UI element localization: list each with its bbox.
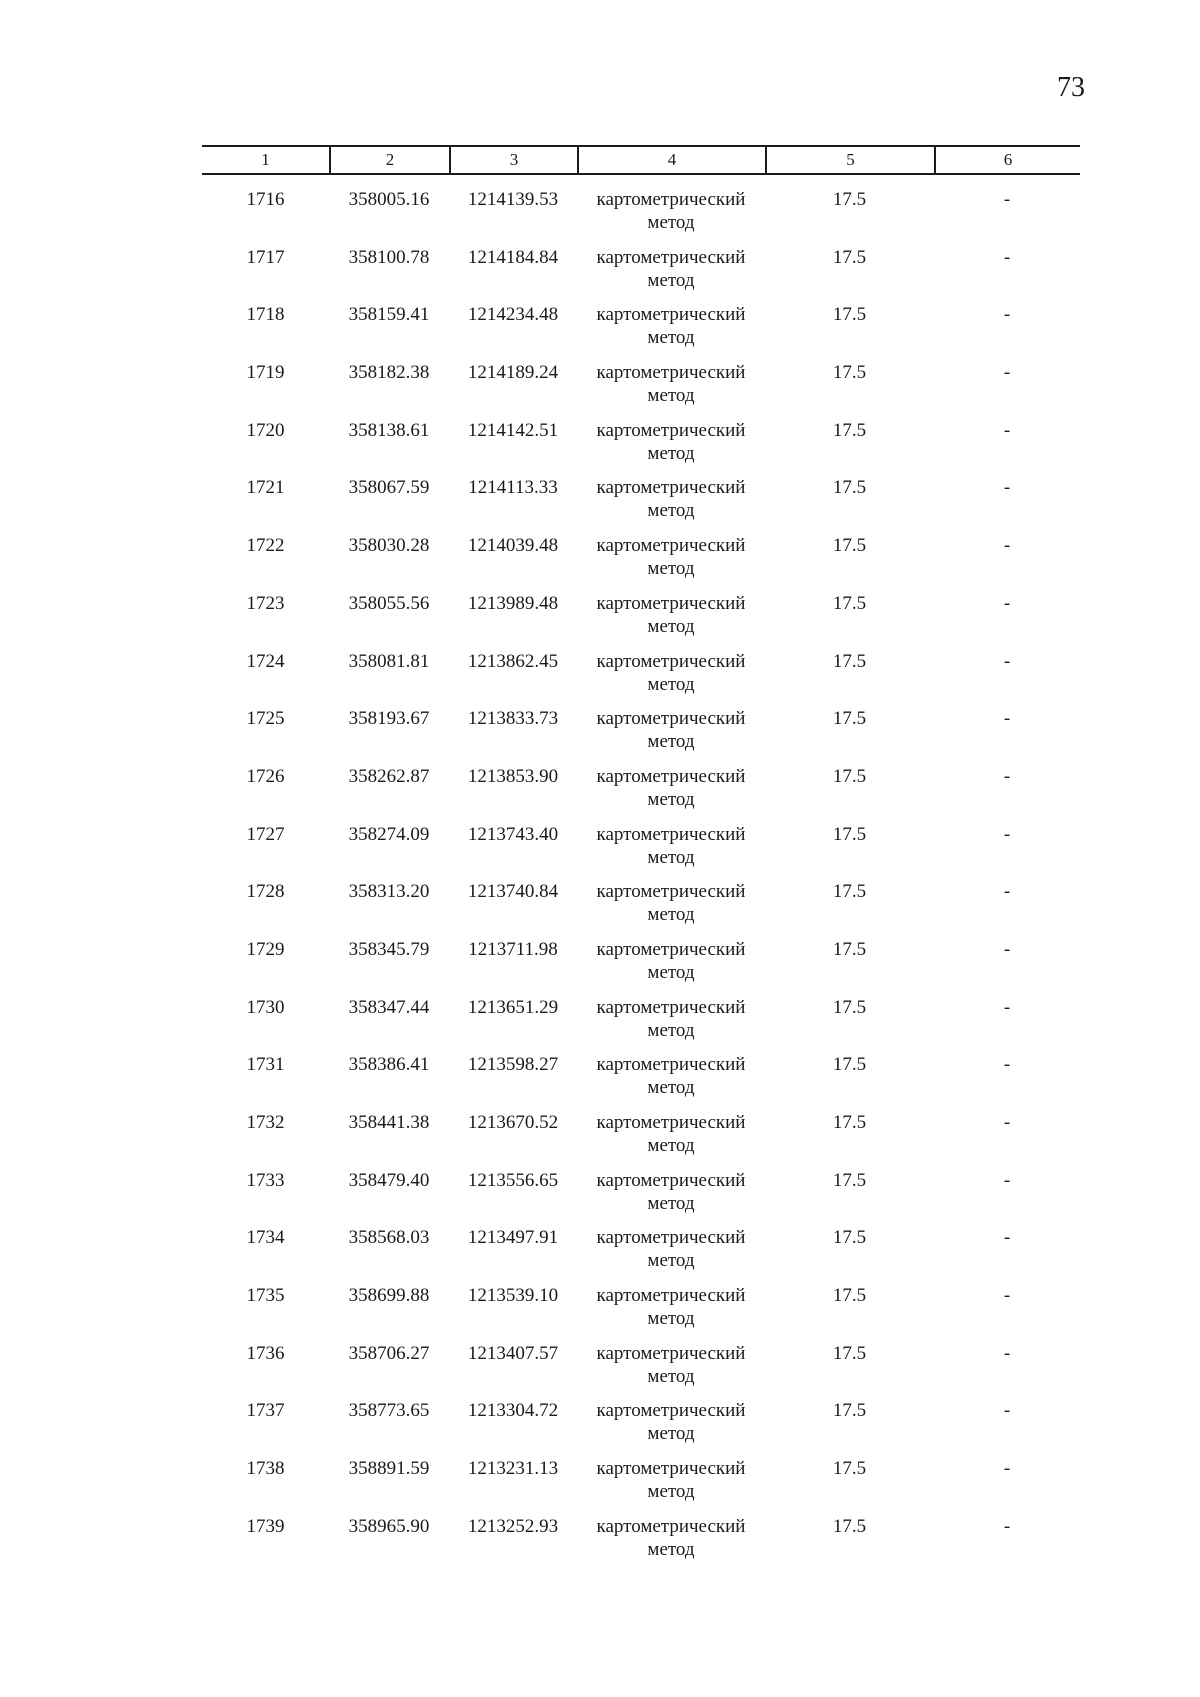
y-coordinate-cell: 1213598.27: [467, 1054, 559, 1076]
y-coordinate-cell: 1214184.84: [467, 246, 559, 268]
method-line-2: метод: [647, 1019, 695, 1041]
method-line-2: метод: [647, 615, 695, 637]
method-line-2: метод: [647, 1077, 695, 1099]
method-line-2: метод: [647, 1135, 695, 1156]
x-coordinate-cell: 358699.88: [348, 1285, 430, 1307]
table-row: [202, 765, 1080, 823]
point-number-cell: 1722: [246, 535, 285, 557]
precision-cell: 17.5: [832, 1342, 867, 1364]
table-row: [202, 707, 1080, 765]
notes-cell: -: [1003, 1342, 1011, 1364]
point-number-cell: 1725: [246, 708, 285, 730]
y-coordinate-cell: 1213304.72: [467, 1400, 559, 1422]
notes-cell: -: [1003, 650, 1011, 672]
method-cell: [577, 1284, 765, 1342]
method-line-1: картометрический: [596, 246, 746, 268]
notes-cell: -: [1003, 1285, 1011, 1307]
method-cell: [577, 361, 765, 419]
precision-cell: 17.5: [832, 1227, 867, 1249]
precision-cell: 17.5: [832, 535, 867, 557]
notes-cell: -: [1003, 1054, 1011, 1076]
y-coordinate-cell: 1214142.51: [467, 419, 559, 441]
point-number-cell: 1720: [246, 419, 285, 441]
y-coordinate-cell: 1214234.48: [467, 304, 559, 326]
table-row: [202, 1226, 1080, 1284]
point-number-cell: 1728: [246, 881, 285, 903]
method-cell: [577, 592, 765, 650]
method-line-2: метод: [647, 1538, 695, 1560]
method-line-2: метод: [647, 500, 695, 522]
y-coordinate-cell: 1213853.90: [467, 765, 559, 787]
y-coordinate-cell: 1213556.65: [467, 1169, 559, 1191]
table-row: [202, 246, 1080, 304]
notes-cell: -: [1003, 189, 1011, 210]
notes-cell: -: [1003, 535, 1011, 557]
x-coordinate-cell: 358386.41: [348, 1054, 430, 1076]
method-line-2: метод: [647, 1481, 695, 1503]
notes-cell: -: [1003, 1400, 1011, 1422]
y-coordinate-cell: 1213252.93: [467, 1515, 559, 1537]
y-coordinate-cell: 1213497.91: [467, 1227, 559, 1249]
method-line-2: метод: [647, 673, 695, 695]
method-cell: [577, 1111, 765, 1169]
x-coordinate-cell: 358193.67: [348, 708, 430, 730]
precision-cell: 17.5: [832, 1112, 867, 1133]
table-row: [202, 303, 1080, 361]
method-line-2: метод: [647, 1308, 695, 1330]
table-body: [202, 188, 1080, 1573]
method-line-2: метод: [647, 961, 695, 983]
method-line-1: картометрический: [596, 1112, 746, 1133]
precision-cell: 17.5: [832, 362, 867, 384]
method-cell: [577, 534, 765, 592]
method-line-1: картометрический: [596, 1400, 746, 1422]
point-number-cell: 1736: [246, 1342, 285, 1364]
y-coordinate-cell: 1213407.57: [467, 1342, 559, 1364]
y-coordinate-cell: 1213670.52: [467, 1112, 559, 1133]
point-number-cell: 1730: [246, 996, 285, 1018]
notes-cell: -: [1003, 708, 1011, 730]
method-line-1: картометрический: [596, 650, 746, 672]
point-number-cell: 1731: [246, 1054, 285, 1076]
notes-cell: -: [1003, 1112, 1011, 1133]
precision-cell: 17.5: [832, 1400, 867, 1422]
precision-cell: 17.5: [832, 592, 867, 614]
point-number-cell: 1735: [246, 1285, 285, 1307]
point-number-cell: 1738: [246, 1458, 285, 1480]
notes-cell: -: [1003, 419, 1011, 441]
column-header-2: 2: [329, 147, 449, 173]
method-line-1: картометрический: [596, 477, 746, 499]
y-coordinate-cell: 1214039.48: [467, 535, 559, 557]
table-row: [202, 592, 1080, 650]
point-number-cell: 1724: [246, 650, 285, 672]
method-line-2: метод: [647, 558, 695, 580]
method-line-2: метод: [647, 1192, 695, 1214]
precision-cell: 17.5: [832, 765, 867, 787]
precision-cell: 17.5: [832, 189, 867, 210]
x-coordinate-cell: 358081.81: [348, 650, 430, 672]
table-row: [202, 1284, 1080, 1342]
method-line-1: картометрический: [596, 1054, 746, 1076]
x-coordinate-cell: 358067.59: [348, 477, 430, 499]
x-coordinate-cell: 358159.41: [348, 304, 430, 326]
notes-cell: -: [1003, 881, 1011, 903]
method-line-1: картометрический: [596, 1285, 746, 1307]
method-line-1: картометрический: [596, 304, 746, 326]
y-coordinate-cell: 1213740.84: [467, 881, 559, 903]
x-coordinate-cell: 358773.65: [348, 1400, 430, 1422]
method-line-2: метод: [647, 442, 695, 464]
method-cell: [577, 765, 765, 823]
method-cell: [577, 1169, 765, 1227]
method-line-2: метод: [647, 1423, 695, 1445]
notes-cell: -: [1003, 1169, 1011, 1191]
method-cell: [577, 1053, 765, 1111]
method-cell: [577, 996, 765, 1054]
y-coordinate-cell: 1213539.10: [467, 1285, 559, 1307]
method-line-2: метод: [647, 904, 695, 926]
y-coordinate-cell: 1213862.45: [467, 650, 559, 672]
precision-cell: 17.5: [832, 477, 867, 499]
x-coordinate-cell: 358345.79: [348, 938, 430, 960]
method-line-2: метод: [647, 327, 695, 349]
x-coordinate-cell: 358441.38: [348, 1112, 430, 1133]
table-row: [202, 1342, 1080, 1400]
y-coordinate-cell: 1213651.29: [467, 996, 559, 1018]
point-number-cell: 1727: [246, 823, 285, 845]
method-line-1: картометрический: [596, 592, 746, 614]
notes-cell: -: [1003, 304, 1011, 326]
point-number-cell: 1723: [246, 592, 285, 614]
precision-cell: 17.5: [832, 996, 867, 1018]
method-line-1: картометрический: [596, 189, 746, 210]
method-cell: [577, 823, 765, 881]
precision-cell: 17.5: [832, 419, 867, 441]
notes-cell: -: [1003, 823, 1011, 845]
x-coordinate-cell: 358005.16: [348, 189, 430, 210]
column-header-3: 3: [449, 147, 577, 173]
method-line-2: метод: [647, 1365, 695, 1387]
method-line-1: картометрический: [596, 708, 746, 730]
y-coordinate-cell: 1214189.24: [467, 362, 559, 384]
x-coordinate-cell: 358100.78: [348, 246, 430, 268]
method-line-1: картометрический: [596, 419, 746, 441]
method-line-2: метод: [647, 731, 695, 753]
column-header-1: 1: [261, 150, 270, 169]
point-number-cell: 1721: [246, 477, 285, 499]
method-cell: [577, 1399, 765, 1457]
method-cell: [577, 1457, 765, 1515]
point-number-cell: 1733: [246, 1169, 285, 1191]
table-row: [202, 880, 1080, 938]
notes-cell: -: [1003, 765, 1011, 787]
table-row: [202, 1169, 1080, 1227]
method-line-1: картометрический: [596, 1458, 746, 1480]
table-row: [202, 1111, 1080, 1169]
point-number-cell: 1734: [246, 1227, 285, 1249]
x-coordinate-cell: 358479.40: [348, 1169, 430, 1191]
precision-cell: 17.5: [832, 1285, 867, 1307]
point-number-cell: 1726: [246, 765, 285, 787]
x-coordinate-cell: 358274.09: [348, 823, 430, 845]
notes-cell: -: [1003, 1458, 1011, 1480]
method-line-2: метод: [647, 212, 695, 233]
table-row: [202, 1399, 1080, 1457]
table-row: [202, 1515, 1080, 1573]
notes-cell: -: [1003, 938, 1011, 960]
x-coordinate-cell: 358706.27: [348, 1342, 430, 1364]
x-coordinate-cell: 358138.61: [348, 419, 430, 441]
x-coordinate-cell: 358030.28: [348, 535, 430, 557]
method-line-1: картометрический: [596, 362, 746, 384]
method-line-1: картометрический: [596, 1169, 746, 1191]
table-row: [202, 188, 1080, 246]
method-cell: [577, 650, 765, 708]
precision-cell: 17.5: [832, 650, 867, 672]
method-cell: [577, 303, 765, 361]
notes-cell: -: [1003, 996, 1011, 1018]
y-coordinate-cell: 1213833.73: [467, 708, 559, 730]
table-row: [202, 361, 1080, 419]
table-row: [202, 1053, 1080, 1111]
x-coordinate-cell: 358568.03: [348, 1227, 430, 1249]
precision-cell: 17.5: [832, 823, 867, 845]
method-cell: [577, 707, 765, 765]
method-cell: [577, 1226, 765, 1284]
method-line-1: картометрический: [596, 535, 746, 557]
method-line-1: картометрический: [596, 765, 746, 787]
method-line-2: метод: [647, 269, 695, 291]
table-row: [202, 534, 1080, 592]
point-number-cell: 1719: [246, 362, 285, 384]
precision-cell: 17.5: [832, 881, 867, 903]
point-number-cell: 1739: [246, 1515, 285, 1537]
x-coordinate-cell: 358313.20: [348, 881, 430, 903]
method-line-2: метод: [647, 846, 695, 868]
precision-cell: 17.5: [832, 708, 867, 730]
method-line-2: метод: [647, 385, 695, 407]
x-coordinate-cell: 358347.44: [348, 996, 430, 1018]
x-coordinate-cell: 358965.90: [348, 1515, 430, 1537]
table-row: [202, 419, 1080, 477]
precision-cell: 17.5: [832, 304, 867, 326]
method-line-1: картометрический: [596, 996, 746, 1018]
precision-cell: 17.5: [832, 1054, 867, 1076]
method-line-2: метод: [647, 1250, 695, 1272]
method-line-1: картометрический: [596, 1515, 746, 1537]
point-number-cell: 1717: [246, 246, 285, 268]
method-line-1: картометрический: [596, 823, 746, 845]
method-cell: [577, 1515, 765, 1573]
method-cell: [577, 476, 765, 534]
notes-cell: -: [1003, 246, 1011, 268]
method-line-1: картометрический: [596, 938, 746, 960]
precision-cell: 17.5: [832, 1169, 867, 1191]
table-row: [202, 823, 1080, 881]
method-line-1: картометрический: [596, 1227, 746, 1249]
notes-cell: -: [1003, 362, 1011, 384]
y-coordinate-cell: 1214113.33: [468, 477, 558, 499]
y-coordinate-cell: 1213989.48: [467, 592, 559, 614]
point-number-cell: 1732: [246, 1112, 285, 1133]
method-cell: [577, 880, 765, 938]
x-coordinate-cell: 358891.59: [348, 1458, 430, 1480]
precision-cell: 17.5: [832, 938, 867, 960]
y-coordinate-cell: 1213231.13: [467, 1458, 559, 1480]
x-coordinate-cell: 358055.56: [348, 592, 430, 614]
method-cell: [577, 246, 765, 304]
y-coordinate-cell: 1214139.53: [467, 189, 559, 210]
method-cell: [577, 188, 765, 246]
table-row: [202, 476, 1080, 534]
table-header: [202, 145, 1080, 175]
notes-cell: -: [1003, 1515, 1011, 1537]
column-header-6: 6: [934, 147, 1080, 173]
method-line-1: картометрический: [596, 881, 746, 903]
notes-cell: -: [1003, 1227, 1011, 1249]
method-cell: [577, 419, 765, 477]
x-coordinate-cell: 358262.87: [348, 765, 430, 787]
point-number-cell: 1716: [246, 189, 285, 210]
y-coordinate-cell: 1213711.98: [468, 938, 558, 960]
method-cell: [577, 938, 765, 996]
precision-cell: 17.5: [832, 1515, 867, 1537]
point-number-cell: 1737: [246, 1400, 285, 1422]
method-cell: [577, 1342, 765, 1400]
precision-cell: 17.5: [832, 246, 867, 268]
point-number-cell: 1729: [246, 938, 285, 960]
table-row: [202, 650, 1080, 708]
notes-cell: -: [1003, 592, 1011, 614]
x-coordinate-cell: 358182.38: [348, 362, 430, 384]
point-number-cell: 1718: [246, 304, 285, 326]
notes-cell: -: [1003, 477, 1011, 499]
precision-cell: 17.5: [832, 1458, 867, 1480]
table-row: [202, 1457, 1080, 1515]
method-line-1: картометрический: [596, 1342, 746, 1364]
y-coordinate-cell: 1213743.40: [467, 823, 559, 845]
page-number: 73: [1057, 72, 1085, 103]
column-header-5: 5: [765, 147, 934, 173]
method-line-2: метод: [647, 788, 695, 810]
table-row: [202, 938, 1080, 996]
column-header-4: 4: [577, 147, 765, 173]
table-row: [202, 996, 1080, 1054]
